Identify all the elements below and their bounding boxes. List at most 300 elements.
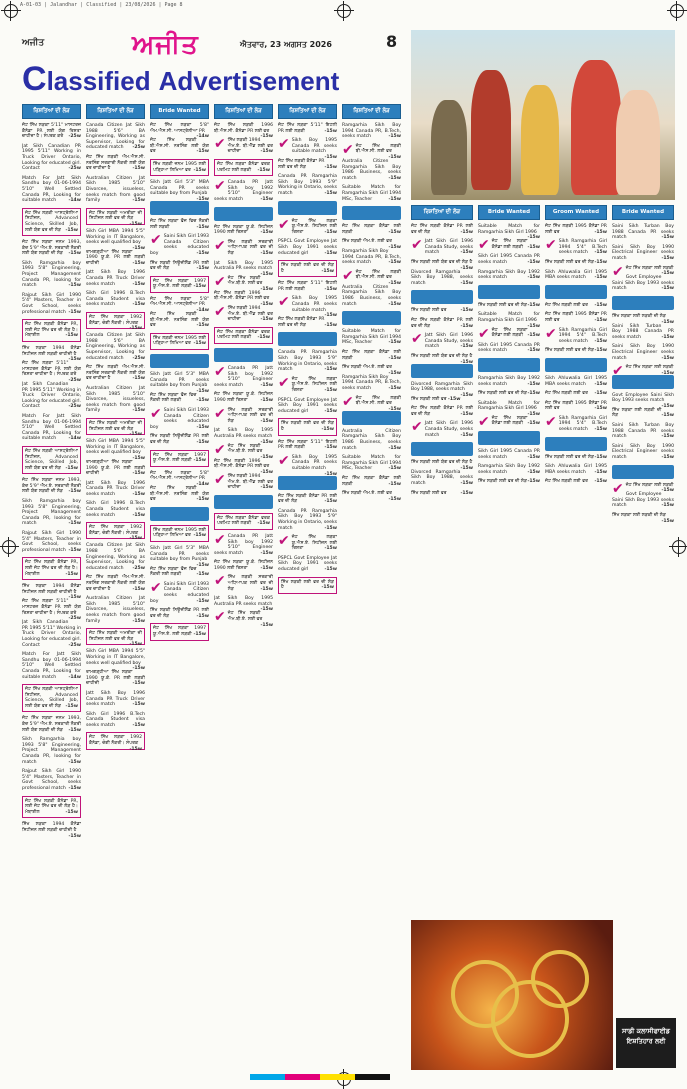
ad-text: ਸਿੱਖ ਲੜਕੀ ਐਮ.ਏ. ਲਈ ਵਰ	[342, 491, 392, 497]
classified-ad	[545, 303, 607, 309]
ad-code: -15w	[196, 572, 209, 578]
ad-code: -15w	[193, 632, 206, 638]
ad-text: Divorced Ramgarhia Sikh Boy 1988, seeks match	[411, 381, 473, 393]
ad-code: -25w	[132, 145, 145, 151]
ad-text: Suitable Match for Ramgarhia Sikh Girl 1996	[478, 400, 540, 412]
page-number: 8	[386, 32, 398, 51]
ad-text: Sikh Ramgarhia Girl 1994 5'4" B.Tech seeks match	[558, 239, 607, 256]
title-initial: C	[22, 60, 47, 98]
classified-ad	[214, 611, 273, 628]
ad-text: Ramgarhia Sikh Boy 1994 Canada PR, B.Tech, seeks match	[342, 123, 401, 140]
ad-text: ਜੱਟ ਸਿੱਖ ਲੜਕੀ ਅਮਰੀਕਾ ਦੀ ਸਿਟੀਜ਼ਨ ਲਈ ਵਰ ਦੀ ਲੋੜ	[89, 210, 142, 222]
ad-text: ਸਿੱਖ ਲੜਕੀ 1994 ਐਮ.ਏ. ਬੀ.ਐੱਡ ਲਈ ਵਰ ਚਾਹੀਦਾ	[227, 473, 273, 491]
ad-code: -15w	[447, 396, 461, 402]
ad-text: ਸਿੱਖ ਲੜਕੀ 1994 ਐਮ.ਏ. ਬੀ.ਐੱਡ ਲਈ ਵਰ ਚਾਹੀਦਾ	[227, 306, 273, 323]
ad-text: PSPCL Govt Employee Jat Sikh Boy 1991 seeks educated girl	[278, 239, 337, 256]
section-banner	[545, 358, 607, 372]
ad-code: -15w	[460, 344, 473, 350]
ad-code: -15w	[65, 465, 78, 471]
ad-text: ਰਾਮਗੜ੍ਹੀਆ ਸਿੱਖ ਲੜਕਾ 1990 ਯੂ.ਕੇ. PR ਲਈ ਲੜਕੀ ਚਾਹੀਦੀ	[86, 249, 145, 266]
print-slug: A-01-03 | Jalandhar | Classified | 23/08/2026 | Page 8	[20, 2, 183, 8]
ad-text: Canada PR Jatt Sikh boy 1992 5'10" Engineer seeks match	[214, 366, 273, 388]
ad-text: Jat Sikh Boy 1995 Australia PR seeks match	[214, 260, 273, 272]
classified-ad	[150, 486, 209, 503]
classified-ad	[214, 596, 273, 613]
ad-text: Ramgarhia Sikh Boy 1992 seeks match	[478, 269, 540, 281]
classified-ad	[150, 234, 209, 256]
classified-ad	[342, 455, 401, 472]
classified-ad	[150, 470, 209, 487]
classified-ad	[411, 460, 473, 471]
ad-text: ਜੱਟ ਸਿੱਖ ਲੜਕਾ ਯੂ.ਕੇ. ਸਿਟੀਜ਼ਨ 1990 ਲਈ ਰਿਸ਼ਤਾ	[214, 560, 273, 571]
column-header: Groom Wanted	[545, 205, 607, 220]
ad-text: Canada Citizen Jat Sikh 1988 5'6" BA Engineering, Working as Supervisor, Looking for educated match	[86, 333, 145, 361]
ad-text: Sikh Girl MBA 1994 5'5" Working in IT Bangalore, seeks well qualified boy	[86, 649, 145, 666]
ad-text: Australia Citizen Ramgarhia Sikh Boy 1986 Business, seeks match	[342, 428, 401, 451]
classified-ad	[278, 281, 337, 292]
classified-ad	[214, 428, 273, 445]
ad-text: ਜੱਟ ਸਿੱਖ ਲੜਕੀ ਕੈਨੇਡਾ PR ਲਈ ਵਰ ਦੀ ਲੋੜ	[278, 317, 325, 328]
ad-code: -15w	[260, 622, 273, 628]
title-word-rest: lassified	[46, 66, 151, 96]
classified-ad	[278, 317, 337, 328]
classified-ad	[411, 224, 473, 235]
ad-code: -15w	[388, 340, 401, 346]
classified-ad	[22, 261, 81, 289]
classified-ad	[478, 464, 540, 475]
classified-column	[342, 104, 401, 502]
classified-ad	[214, 180, 273, 202]
classified-ad	[411, 270, 473, 287]
ad-code: -15w	[257, 335, 270, 341]
ad-code: -15w	[594, 250, 607, 256]
classified-ad	[612, 344, 674, 361]
column-body	[478, 224, 540, 485]
ad-code: -15w	[527, 244, 540, 250]
ad-code: -15w	[527, 454, 540, 460]
classified-column	[278, 104, 337, 598]
ad-text: Sikh Jatt Girl 5'3" MBA Canada PR seeks suitable boy from Punjab	[150, 180, 209, 197]
ad-code: -15w	[196, 388, 209, 394]
crop-mark-right-mid	[672, 540, 686, 554]
classified-ad	[86, 176, 145, 204]
classified-column	[86, 104, 145, 754]
ad-code: -15w	[193, 533, 206, 539]
classified-ad	[22, 652, 81, 680]
classified-ad	[22, 144, 81, 172]
ad-text: ਜੱਟ ਸਿੱਖ ਲੜਕੀ 1996 ਬੀ.ਐਸ.ਸੀ. ਕੈਨੇਡਾ PR ਲਈ ਵਰ	[214, 458, 270, 470]
ad-code: -15w	[260, 454, 273, 460]
ad-text: ਸਿੱਖ ਲੜਕਾ 1994 ਕੈਨੇਡਾ ਸਿਟੀਜ਼ਨ ਲਈ ਲੜਕੀ ਚਾਹੀਦੀ ਹੈ	[22, 822, 81, 833]
classified-ad	[545, 376, 607, 387]
classified-ad	[411, 353, 473, 365]
classified-ad	[86, 649, 145, 672]
ad-text: Divorced Ramgarhia Sikh Boy 1988, seeks match	[411, 469, 473, 487]
classified-ad	[612, 482, 674, 494]
classified-ad	[478, 254, 540, 265]
ad-code: -15w	[388, 466, 401, 472]
classified-ad	[86, 460, 145, 477]
ad-code: -15w	[388, 134, 401, 140]
column-header: ਰਿਸ਼ਤਿਆਂ ਦੀ ਲੋੜ	[278, 104, 337, 119]
ad-code: -15w	[388, 175, 401, 181]
classified-ad	[342, 285, 401, 307]
ad-text: ਜੱਟ ਸਿੱਖ ਲੜਕਾ 1992 ਕੈਨੇਡਾ, ਚੰਗੀ ਨੌਕਰੀ। ਸੰਪਰਕ	[89, 315, 142, 326]
classified-ad	[22, 346, 81, 363]
classified-ad	[214, 366, 273, 388]
classified-ad	[612, 408, 674, 419]
classified-ad	[342, 350, 401, 361]
classified-ad	[214, 408, 273, 425]
ad-code: -15w	[460, 392, 473, 398]
section-banner	[214, 495, 273, 509]
ad-code: -15w	[132, 618, 145, 624]
classified-ad	[214, 443, 273, 460]
classified-ad	[478, 376, 540, 387]
jewellery-photo	[411, 920, 613, 1070]
ad-code: -15w	[129, 432, 142, 438]
ad-text: Sikh Ahluwalia Girl 1995 MBA seeks match	[545, 464, 607, 475]
ad-code: -15w	[661, 255, 674, 261]
classified-ad	[478, 303, 540, 309]
classified-ad	[22, 319, 81, 342]
classified-ad	[214, 560, 273, 571]
classified-ad	[612, 444, 674, 461]
classified-ad	[22, 446, 81, 474]
ad-code: -15w	[132, 666, 145, 672]
ad-text: Suitable Match for Ramgarhia Sikh Girl 1996	[478, 312, 540, 323]
classified-ad	[278, 577, 337, 594]
classified-column	[612, 205, 674, 524]
classified-ad	[478, 270, 540, 281]
column-body	[278, 123, 337, 594]
classified-ad	[150, 312, 209, 329]
classified-column	[22, 104, 81, 839]
ad-text: ਜੱਟ ਸਿੱਖ ਲੜਕਾ 1997 ਯੂ.ਐਸ.ਏ. ਲਈ ਲੜਕੀ	[153, 452, 206, 464]
classified-ad	[150, 545, 209, 568]
classified-ad	[86, 543, 145, 571]
ad-text: ਸਿੱਖ ਲੜਕੀ 1994 ਐਮ.ਏ. ਬੀ.ਐੱਡ ਲਈ ਵਰ ਚਾਹੀਦਾ	[227, 138, 273, 155]
column-header: Bride Wanted	[612, 205, 674, 220]
ad-code: -15w	[527, 411, 540, 417]
ad-code: -15w	[388, 445, 401, 451]
classified-ad	[411, 491, 473, 497]
ad-code: -15w	[68, 357, 81, 363]
ad-code: -15w	[196, 598, 209, 604]
ad-code: -15w	[260, 607, 273, 613]
ad-text: ਸਿੱਖ ਲੜਕਾ 1994 ਕੈਨੇਡਾ ਸਿਟੀਜ਼ਨ ਲਈ ਲੜਕੀ ਚਾਹੀਦੀ ਹੈ	[22, 346, 81, 357]
newspaper-logo: ਅਜੀਤ	[132, 30, 199, 60]
ad-code: -15w	[594, 381, 607, 387]
section-banner	[342, 311, 401, 325]
classified-ad	[278, 239, 337, 256]
classified-ad	[22, 796, 81, 819]
ad-code: -15w	[260, 317, 273, 323]
ad-code: -15w	[196, 266, 209, 272]
ad-text: ਸਿੱਖ ਲੜਕੀ ਲਈ ਵਰ ਦੀ ਲੋੜ ਹੈ	[281, 579, 334, 591]
ad-code: -15w	[260, 286, 273, 292]
ad-text: ਜੱਟ ਸਿੱਖ ਲੜਕੀ 1995 ਕੈਨੇਡਾ PR ਲਈ ਵਰ	[545, 224, 607, 235]
ad-text: Sikh Girl MBA 1994 5'5" Working in IT Bangalore, seeks well qualified boy	[86, 439, 145, 456]
ad-text: ਜੱਟ ਸਿੱਖ ਲੜਕਾ 5'11" ਇਟਲੀ PR ਲਈ ਲੜਕੀ	[278, 123, 337, 134]
classified-ad	[150, 333, 209, 350]
section-banner	[150, 507, 209, 521]
section-banner	[278, 476, 337, 490]
ad-text: ਜੱਟ ਸਿੱਖ ਲੜਕੀ ਲਈ ਵਰ	[545, 391, 588, 397]
ad-code: -15w	[132, 281, 145, 287]
ad-text: ਜੱਟ ਸਿੱਖ ਲੜਕੀ ਬੀ.ਐਸ.ਸੀ. ਨਰਸਿੰਗ ਲਈ ਯੋਗ ਵਰ	[150, 138, 209, 155]
ad-text: ਜੱਟ ਸਿੱਖ ਲੜਕਾ ਜਨਮ 1993, ਕੱਦ 5'9" ਐਮ.ਏ. ਸਰਕਾਰੀ ਨੌਕਰੀ ਲਈ ਯੋਗ ਲੜਕੀ ਦੀ ਲੋੜ	[22, 240, 81, 257]
classified-ad	[278, 556, 337, 573]
ad-text: Jatt Sikh Girl 1996 Canada Study, seeks match	[424, 333, 473, 350]
ad-text: ਜੱਟ ਸਿੱਖ ਲੜਕੀ ਐਮ.ਬੀ.ਏ. ਲਈ ਵਰ	[227, 611, 263, 623]
ad-text: ਸਿੱਖ ਲੜਕੀ ਸਰਕਾਰੀ ਅਧਿਆਪਕ ਲਈ ਵਰ ਦੀ ਲੋੜ	[227, 239, 273, 256]
classified-ad	[545, 312, 607, 323]
masthead	[22, 30, 408, 96]
ad-text: Jat Sikh Canadian PR 1995 5'11" Working in Truck Driver Ontario, Looking for educated girl. Contact	[22, 143, 81, 172]
ad-text: ਸਿੱਖ ਲੜਕੀ ਜਨਮ 1995 ਲਈ ਪੜ੍ਹਿਆ ਲਿਖਿਆ ਵਰ	[153, 335, 206, 347]
ad-text: ਸਿੱਖ ਲੜਕੀ ਸਰਕਾਰੀ ਅਧਿਆਪਕ ਲਈ ਵਰ ਦੀ ਲੋੜ	[227, 407, 273, 424]
crop-mark-top-left	[4, 4, 18, 18]
ad-text: ਜੱਟ ਸਿੱਖ ਲੜਕਾ ਯੂ.ਐਸ.ਏ. ਸਿਟੀਜ਼ਨ ਲਈ ਰਿਸ਼ਤਾ	[291, 535, 337, 552]
ad-text: Jatt Sikh Girl 1996 Canada Study, seeks match	[424, 239, 473, 256]
ad-text: ਜੱਟ ਸਿੱਖ ਲੜਕਾ 1992 ਕੈਨੇਡਾ, ਚੰਗੀ ਨੌਕਰੀ। ਸੰਪਰਕ	[89, 525, 142, 536]
ad-code: -15w	[196, 424, 209, 430]
ad-code: -15w	[324, 313, 337, 319]
ad-code: -15w	[68, 309, 81, 315]
ad-text: Australia Citizen Ramgarhia Sikh Boy 1986 Business, seeks match	[342, 284, 401, 307]
ad-text: ਜੱਟ ਸਿੱਖ ਲੜਕੀ ਬੀ.ਐਸ.ਸੀ. ਲਈ ਵਰ	[355, 269, 401, 281]
classified-ad	[612, 245, 674, 262]
ad-code: -15w	[196, 562, 209, 568]
classified-ad	[545, 401, 607, 412]
classified-ad	[150, 296, 209, 314]
ad-code: -15w	[388, 301, 401, 307]
classified-ad	[612, 365, 674, 376]
ad-text: ਜੱਟ ਸਿੱਖ ਲੜਕਾ 5'8" ਐਮ.ਐਸ.ਸੀ. ਆਸਟ੍ਰੇਲੀਆ PR	[150, 296, 209, 308]
ad-code: -15w	[68, 547, 81, 553]
ad-text: Jatt Sikh Boy 1996 Canada PR Truck Driver seeks match	[86, 270, 145, 287]
classified-ad	[22, 208, 81, 236]
edition-label: ਅਜੀਤ	[22, 38, 45, 48]
classified-ad	[278, 350, 337, 372]
classified-ad	[278, 159, 337, 170]
ad-text: Suitable Match for Ramgarhia Sikh Girl 1994 MSc, Teacher	[342, 185, 401, 202]
classified-ad	[22, 822, 81, 839]
ad-code: -15w	[388, 386, 401, 391]
ad-text: ਜੱਟ ਸਿੱਖ ਲੜਕਾ ਫੌਜ ਵਿਚ ਨੌਕਰੀ ਲਈ ਲੜਕੀ	[150, 218, 209, 230]
ad-text: ਸਿੱਖ ਲੜਕਾ 1994 ਕੈਨੇਡਾ ਸਿਟੀਜ਼ਨ ਲਈ ਲੜਕੀ ਚਾਹੀਦੀ ਹੈ	[22, 584, 81, 595]
ad-text: ਜੱਟ ਸਿੱਖ ਲੜਕੀ ਆਸਟ੍ਰੇਲੀਆ ਸਿਟੀਜ਼ਨ, Advanced Science, Skilled Job, ਲਈ ਯੋਗ ਵਰ ਦੀ ਲੋੜ	[25, 210, 78, 233]
ad-code: -15w	[260, 271, 273, 277]
section-banner	[150, 201, 209, 215]
ad-text: Match For Jatt Sikh Sandhu boy 01-06-1994 5'10" Well Settled Canada PR, Looking for suitable match	[22, 413, 81, 442]
classified-ad	[342, 329, 401, 346]
ad-code: -15w	[260, 230, 273, 236]
classified-ad	[342, 159, 401, 181]
ad-text: ਸਿੱਖ ਲੜਕੀ ਲਈ ਯੋਗ ਵਰ ਦੀ ਲੋੜ ਹੈ	[411, 460, 473, 466]
ad-code: -15w	[132, 512, 145, 518]
ad-text: ਜੱਟ ਸਿੱਖ ਲੜਕੀ ਕੈਨੇਡਾ PR ਲਈ ਵਰ ਦੀ ਲੋੜ	[411, 224, 473, 235]
ad-text: Suitable Match for Ramgarhia Sikh Girl 1994 MSc, Teacher	[342, 455, 401, 472]
ad-text: ਸਿੱਖ ਲੜਕੀ ਸਰਕਾਰੀ ਅਧਿਆਪਕ ਲਈ ਵਰ ਦੀ ਲੋੜ	[227, 575, 273, 592]
ad-code: -15w	[324, 546, 337, 552]
ad-code: -15w	[527, 479, 540, 485]
classified-ad	[478, 416, 540, 427]
ad-code: -15w	[65, 571, 78, 577]
illustration-painting	[411, 30, 675, 200]
classified-ad	[278, 219, 337, 236]
ad-text: Sikh Ramgarhia boy 1993 5'8" Engineering, Project Management Canada PR, looking for match	[22, 499, 81, 527]
classified-call-box	[616, 1018, 676, 1068]
ad-code: -15w	[132, 376, 145, 382]
ad-code: -15w	[257, 167, 270, 173]
section-banner	[411, 442, 473, 456]
ad-code: -15w	[460, 465, 473, 471]
classified-ad	[86, 501, 145, 518]
ad-code: -15w	[527, 235, 540, 241]
ad-code: -15w	[388, 154, 401, 160]
ad-text: Sikh Ramgarhia boy 1993 5'8" Engineering, Project Management Canada PR, looking for match	[22, 260, 81, 289]
classified-ad	[22, 599, 81, 622]
classified-ad	[545, 464, 607, 475]
classified-ad	[214, 474, 273, 491]
ad-code: -15w	[460, 490, 473, 496]
classified-ad	[545, 270, 607, 281]
ad-text: ਸਿੱਖ ਲੜਕੀ ਲਈ ਵਰ ਦੀ ਲੋੜ ਹੈ	[281, 263, 334, 274]
ad-text: ਸਿੱਖ ਲੜਕੀ ਨਿਊਜ਼ੀਲੈਂਡ PR ਲਈ ਵਰ ਦੀ ਲੋੜ	[150, 608, 209, 619]
classified-ad	[411, 308, 473, 314]
column-header: ਰਿਸ਼ਤਿਆਂ ਦੀ ਲੋੜ	[22, 104, 81, 119]
ad-code: -25w	[132, 565, 145, 571]
classified-ad	[150, 582, 209, 604]
ad-code: -15w	[68, 759, 81, 765]
ad-text: Sikh Girl 1995 Canada PR seeks match	[478, 254, 540, 265]
classified-ad	[214, 534, 273, 556]
ad-text: Ramgarhia Sikh Boy 1994 Canada PR, B.Tech, seeks match	[342, 248, 401, 266]
classified-ad	[86, 596, 145, 624]
classified-ad	[342, 395, 401, 412]
ad-text: ਜੱਟ ਸਿੱਖ ਲੜਕੀ ਐਮ.ਐਸ.ਸੀ. ਨਰਸਿੰਗ ਸਰਕਾਰੀ ਨੌਕਰੀ ਲਈ ਯੋਗ ਵਰ ਚਾਹੀਦਾ ਹੈ	[86, 154, 145, 172]
ad-code: -15w	[129, 746, 142, 752]
ad-code: -15w	[321, 426, 334, 432]
ad-code: -15w	[68, 489, 81, 495]
ad-text: Ramgarhia Sikh Boy 1992 seeks match	[478, 375, 540, 387]
ad-code: -15w	[661, 488, 674, 494]
classified-ad	[150, 123, 209, 140]
ad-code: -15w	[132, 260, 145, 266]
classified-ad	[411, 259, 473, 271]
ad-code: -15w	[68, 833, 81, 839]
ad-text: ਜੱਟ ਸਿੱਖ ਲੜਕੀ ਬੀ.ਐਸ.ਸੀ. ਲਈ ਵਰ	[355, 143, 401, 155]
ad-code: -15w	[196, 323, 209, 329]
classified-ad	[342, 491, 401, 502]
classified-ad	[342, 239, 401, 250]
classified-ad	[612, 392, 674, 409]
ad-code: -15w	[260, 398, 273, 403]
ad-code: -15w	[661, 518, 674, 524]
ad-text: ਜੱਟ ਸਿੱਖ ਲੜਕੀ ਐਮ.ਬੀ.ਏ. ਲਈ ਵਰ	[227, 275, 263, 287]
classified-ad	[22, 499, 81, 527]
ad-text: ਸਿੱਖ ਲੜਕੀ ਲਈ ਵਰ	[411, 396, 447, 402]
ad-text: ਜੱਟ ਸਿੱਖ ਲੜਕਾ 5'11" ਇਟਲੀ PR ਲਈ ਲੜਕੀ	[278, 439, 337, 451]
classified-ad	[342, 429, 401, 451]
ad-text: Jat Sikh Canadian PR 1995 5'11" Working in Truck Driver Ontario, Looking for educated girl. Contact	[22, 620, 81, 648]
ad-text: ਸਿੱਖ ਲੜਕੀ ਲਈ ਵਰ	[411, 308, 447, 314]
ad-text: ਜੱਟ ਸਿੱਖ ਲੜਕੀ ਐਮ.ਬੀ.ਏ. ਲਈ ਵਰ	[227, 443, 263, 455]
ad-text: PSPCL Govt Employee Jat Sikh Boy 1991 seeks educated girl	[278, 555, 337, 573]
classified-ad	[342, 224, 401, 235]
classified-ad	[22, 414, 81, 442]
classified-ad	[150, 393, 209, 404]
ad-text: ਜੱਟ ਸਿੱਖ ਲੜਕੀ 1996 ਬੀ.ਐਸ.ਸੀ. ਕੈਨੇਡਾ PR ਲਈ ਵਰ	[214, 123, 273, 134]
ad-text: ਜੱਟ ਸਿੱਖ ਲੜਕਾ ਯੂ.ਐਸ.ਏ. ਸਿਟੀਜ਼ਨ ਲਈ ਰਿਸ਼ਤਾ	[291, 376, 337, 393]
ad-code: -15w	[132, 198, 145, 204]
print-color-bar	[250, 1074, 390, 1080]
ad-text: ਜੱਟ ਸਿੱਖ ਲੜਕੀ ਆਸਟ੍ਰੇਲੀਆ ਸਿਟੀਜ਼ਨ, Advanced Science, Skilled Job, ਲਈ ਯੋਗ ਵਰ ਦੀ ਲੋੜ	[25, 448, 78, 471]
ad-code: -15w	[324, 499, 337, 505]
classified-ad	[342, 365, 401, 376]
ad-code: -15w	[388, 406, 401, 412]
ad-code: -15w	[65, 809, 78, 815]
ad-code: -15w	[196, 149, 209, 155]
ad-code: -15w	[257, 521, 270, 527]
classified-ad	[612, 224, 674, 241]
classified-ad	[86, 481, 145, 498]
classified-ad	[612, 324, 674, 341]
classified-ad	[150, 434, 209, 445]
classified-ad	[86, 732, 145, 752]
ad-code: -15w	[129, 221, 142, 227]
ad-code: -25w	[68, 166, 81, 172]
ad-text: ਰਾਮਗੜ੍ਹੀਆ ਸਿੱਖ ਲੜਕਾ 1990 ਯੂ.ਕੇ. PR ਲਈ ਲੜਕੀ ਚਾਹੀਦੀ	[86, 459, 145, 477]
classified-ad	[86, 208, 145, 225]
ad-text: Saini Sikh Boy 1990 Electrical Engineer seeks match	[612, 443, 674, 461]
classified-ad	[86, 386, 145, 414]
ad-code: -25w	[68, 616, 81, 622]
classified-ad	[342, 185, 401, 202]
ad-text: Australian Citizen Jat Sikh 1985 5'10" Divorcee, issueless, seeks match from good family	[86, 385, 145, 414]
ad-code: -15w	[132, 471, 145, 477]
ad-text: ਜੱਟ ਸਿੱਖ ਲੜਕੀ ਐਮ.ਐਸ.ਸੀ. ਨਰਸਿੰਗ ਸਰਕਾਰੀ ਨੌਕਰੀ ਲਈ ਯੋਗ ਵਰ ਚਾਹੀਦਾ ਹੈ	[86, 575, 145, 592]
call-box-line1: ਸਾਡੀ ਕਲਾਸੀਫਾਈਡ	[622, 1027, 670, 1035]
ad-text: ਸਿੱਖ ਲੜਕੀ ਐਮ.ਏ. ਲਈ ਵਰ	[342, 239, 392, 245]
classified-ad	[478, 328, 540, 339]
ad-text: Australia Citizen Ramgarhia Sikh Boy 1986 Business, seeks match	[342, 158, 401, 181]
classified-ad	[278, 296, 337, 319]
ad-code: -15w	[460, 250, 473, 256]
ad-code: -15w	[324, 525, 337, 531]
ad-code: -15w	[460, 308, 473, 314]
ad-code: -15w	[260, 382, 273, 388]
ad-text: ਜੱਟ ਸਿੱਖ ਲੜਕਾ 5'11" ਮਾਸਟਰਜ਼ ਕੈਨੇਡਾ PR ਲਈ ਯੋਗ ਰਿਸ਼ਤਾ ਚਾਹੀਦਾ ਹੈ। ਸੰਪਰਕ ਕਰੋ	[22, 599, 81, 616]
ad-text: Saini Sikh Turban Boy 1988 Canada PR seeks match	[612, 323, 674, 340]
section-banner	[545, 285, 607, 299]
ad-text: ਜੱਟ ਸਿੱਖ ਲੜਕਾ ਯੂ.ਕੇ. ਸਿਟੀਜ਼ਨ 1990 ਲਈ ਰਿਸ਼ਤਾ	[214, 392, 273, 403]
ad-text: ਜੱਟ ਸਿੱਖ ਲੜਕੀ ਆਸਟ੍ਰੇਲੀਆ ਸਿਟੀਜ਼ਨ, Advanced Science, Skilled Job, ਲਈ ਯੋਗ ਵਰ ਦੀ ਲੋੜ	[25, 687, 78, 709]
classified-ad	[86, 270, 145, 287]
ad-code: -15w	[68, 283, 81, 289]
section-banner	[478, 285, 540, 299]
classified-ad	[86, 418, 145, 438]
classified-ad	[150, 408, 209, 430]
section-banner	[411, 290, 473, 304]
classified-ad	[278, 377, 337, 394]
ad-text: Govt Employee Saini Sikh Boy 1993 seeks match	[612, 492, 674, 509]
ad-text: ਜੱਟ ਸਿੱਖ ਲੜਕੀ ਐਮ.ਐਸ.ਸੀ. ਨਰਸਿੰਗ ਸਰਕਾਰੀ ਨੌਕਰੀ ਲਈ ਯੋਗ ਵਰ ਚਾਹੀਦਾ ਹੈ	[86, 365, 145, 382]
classified-ad	[612, 513, 674, 524]
classified-ad	[214, 458, 273, 475]
